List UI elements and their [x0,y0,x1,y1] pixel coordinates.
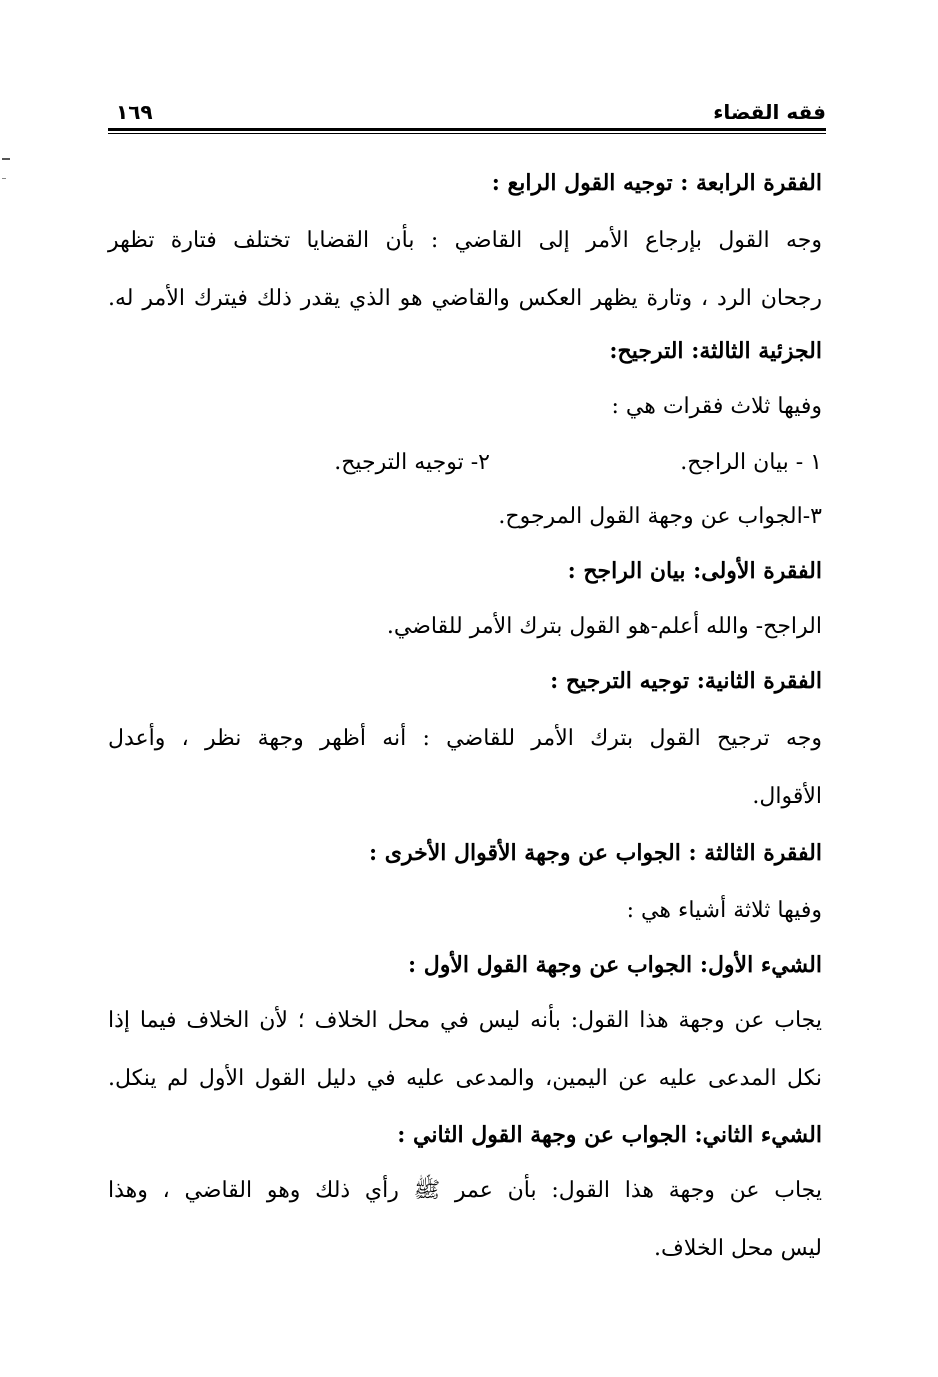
section-heading: الفقرة الأولى: بيان الراجح : [567,558,822,584]
section-heading: الشيء الثاني: الجواب عن وجهة القول الثاني : [397,1122,822,1148]
scan-edge-mark [2,158,10,160]
header-rule-thick [108,128,826,131]
paragraph-line: الراجح- والله أعلم-هو القول بترك الأمر للقاضي. [386,614,822,639]
paragraph-line: يجاب عن وجهة هذا القول: بأنه ليس في محل الخلاف ؛ لأن الخلاف فيما إذا [108,1008,822,1033]
section-heading: الفقرة الثالثة : الجواب عن وجهة الأقوال الأخرى : [368,840,822,866]
section-heading: الفقرة الرابعة : توجيه القول الرابع : [491,170,822,196]
paragraph-line: رجحان الرد ، وتارة يظهر العكس والقاضي هو الذي يقدر ذلك فيترك الأمر له. [108,286,822,311]
header-rule-thin [108,133,826,134]
paragraph-line: يجاب عن وجهة هذا القول: بأن عمر ﷺ رأي ذلك وهو القاضي ، وهذا [108,1178,822,1203]
page-number: ١٦٩ [116,100,153,124]
scan-edge-mark [2,178,6,179]
paragraph-line: وفيها ثلاثة أشياء هي : [626,898,822,923]
running-header [108,100,826,124]
book-title: فقه القضاء [713,100,826,124]
paragraph-line: وفيها ثلاث فقرات هي : [611,394,822,419]
list-item: ٣-الجواب عن وجهة القول المرجوح. [498,504,822,529]
section-heading: الشيء الأول: الجواب عن وجهة القول الأول : [407,952,822,978]
section-heading: الجزئية الثالثة: الترجيح: [609,338,822,364]
paragraph-line: الأقوال. [752,784,822,809]
list-item: ١ - بيان الراجح. [680,450,822,475]
list-item: ٢- توجيه الترجيح. [334,450,490,475]
paragraph-line: وجه ترجيح القول بترك الأمر للقاضي : أنه أظهر وجهة نظر ، وأعدل [108,726,822,751]
section-heading: الفقرة الثانية: توجيه الترجيح : [550,668,822,694]
paragraph-line: وجه القول بإرجاع الأمر إلى القاضي : بأن القضايا تختلف فتارة تظهر [108,228,822,253]
paragraph-line: نكل المدعى عليه عن اليمين، والمدعى عليه في دليل القول الأول لم ينكل. [108,1066,822,1091]
paragraph-line: ليس محل الخلاف. [654,1236,822,1261]
